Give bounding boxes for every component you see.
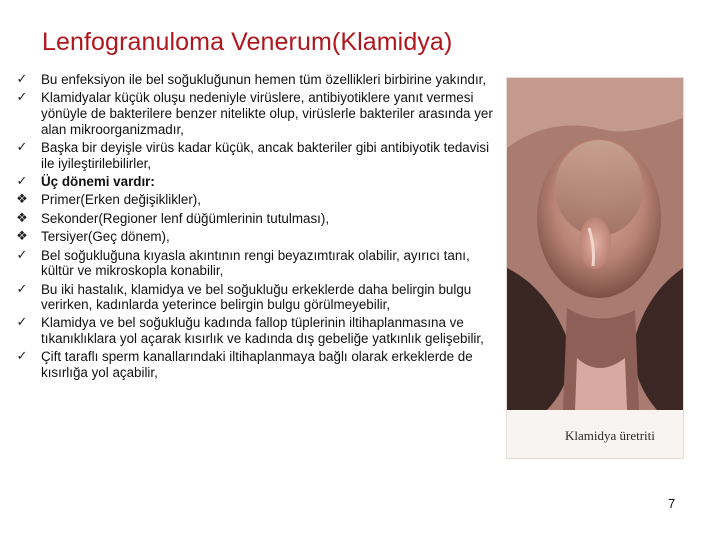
bullet-text: Klamidyalar küçük oluşu nedeniyle virüslere, antibiyotiklere yanıt vermesi yönüyle de bakterilere benzer nitelikte olup, virüslerle bakteriler arasında yer alan mikroorganizmadır, (41, 90, 493, 137)
sub-bullet-item (14, 229, 494, 245)
clinical-photo (506, 77, 684, 459)
bullet-text: Çift taraflı sperm kanallarındaki iltihaplanmaya bağlı olarak erkeklerde de kısırlığa yol açabilir, (41, 349, 473, 381)
bullet-item (14, 90, 494, 137)
bullet-text: Bu iki hastalık, klamidya ve bel soğukluğu erkeklerde daha belirgin bulgu verirken, kadınlarda yeterince belirgin bulgu görülmeyebilir, (41, 281, 472, 313)
check-icon: ✓ (16, 72, 28, 87)
bullet-item (14, 248, 494, 279)
check-icon: ✓ (16, 315, 28, 331)
diamond-icon: ❖ (16, 192, 28, 208)
bullet-item (14, 140, 494, 171)
check-icon: ✓ (16, 90, 28, 106)
bullet-text: Klamidya ve bel soğukluğu kadında fallop tüplerinin iltihaplanmasına ve tıkanıklıklara yol açarak kısırlık ve kadında dış gebeliğe yatkınlık gelişebilir, (41, 315, 484, 347)
bullet-text: Başka bir deyişle virüs kadar küçük, ancak bakteriler gibi antibiyotik tedavisi ile iyileştirilebilirler, (41, 139, 490, 171)
slide-title: Lenfogranuloma Venerum(Klamidya) (42, 28, 453, 56)
sub-bullet-item (14, 192, 494, 208)
bullet-text: Bu enfeksiyon ile bel soğukluğunun hemen tüm özellikleri birbirine yakındır, (41, 72, 487, 87)
check-icon: ✓ (16, 349, 28, 365)
check-icon: ✓ (16, 281, 28, 297)
bullet-list (14, 72, 494, 383)
bullet-item (14, 174, 494, 190)
bullet-item (14, 349, 494, 380)
bullet-item (14, 282, 494, 313)
sub-bullet-item (14, 211, 494, 227)
bullet-text-heading: Üç dönemi vardır: (41, 173, 155, 189)
bullet-item (14, 72, 494, 88)
clinical-photo-illustration (507, 78, 683, 458)
check-icon: ✓ (16, 139, 28, 155)
bullet-text: Primer(Erken değişiklikler), (41, 192, 201, 208)
bullet-text: Tersiyer(Geç dönem), (41, 229, 170, 245)
check-icon: ✓ (16, 173, 28, 189)
diamond-icon: ❖ (16, 229, 28, 245)
bullet-text: Sekonder(Regioner lenf düğümlerinin tutulması), (41, 210, 330, 226)
diamond-icon: ❖ (16, 210, 28, 226)
bullet-item (14, 315, 494, 346)
photo-caption: Klamidya üretriti (565, 428, 655, 443)
page-number: 7 (668, 496, 676, 511)
bullet-text: Bel soğukluğuna kıyasla akıntının rengi beyazımtırak olabilir, ayırıcı tanı, kültür ve mikroskopla konabilir, (41, 247, 470, 279)
check-icon: ✓ (16, 247, 28, 263)
